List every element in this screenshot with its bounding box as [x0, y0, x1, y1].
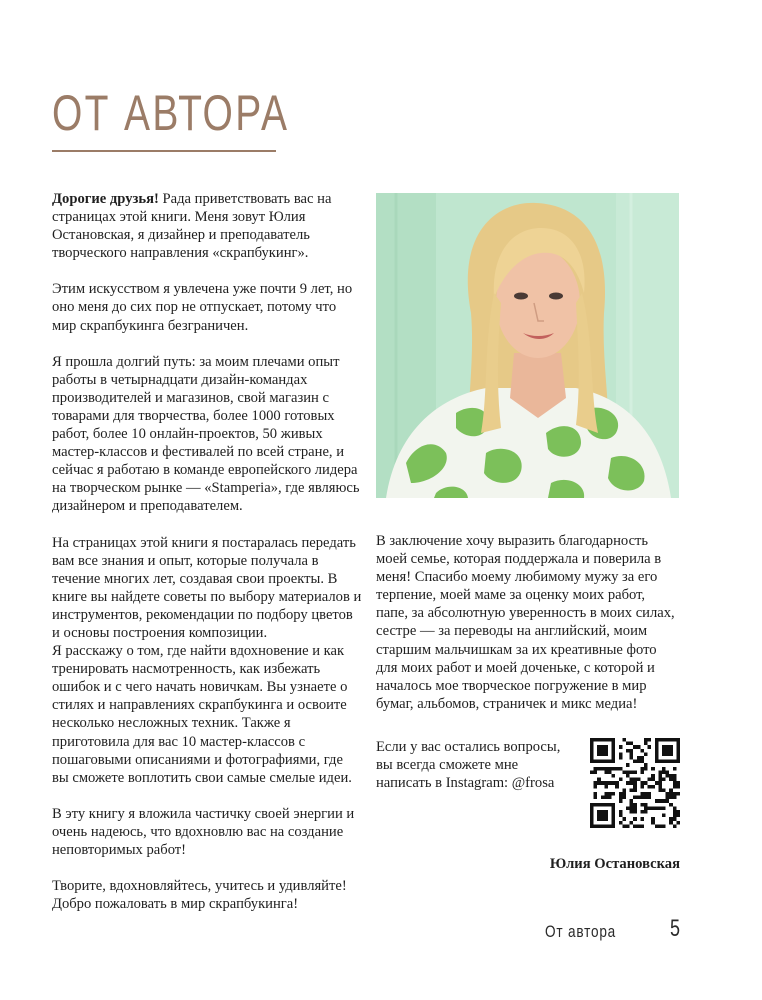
instagram-qr-code[interactable] — [590, 738, 680, 828]
greeting: Дорогие друзья! — [52, 191, 159, 207]
page-number: 5 — [670, 915, 681, 942]
intro-column — [52, 190, 362, 931]
intro-paragraph-4 — [52, 534, 362, 787]
intro-paragraph-2: Этим искусством я увлечена уже почти 9 лет, но оно меня до сих пор не отпускает, потому что мир скрапбукинга безграничен. — [52, 281, 353, 334]
author-photo — [376, 193, 679, 498]
intro-text-4a: На страницах этой книги я постаралась передать вам все знания и опыт, которые получала в течение многих лет, создавая свои проекты. В книге вы найдете советы по выбору материалов и инструментов, рекомендации по подбору цветов и основы построения композиции. — [52, 534, 362, 641]
running-footer-section: От автора — [545, 922, 617, 941]
closing-line-2: Добро пожаловать в мир скрапбукинга! — [52, 896, 299, 913]
title-underline — [52, 150, 276, 152]
closing-line-1: Творите, вдохновляйтесь, учитесь и удивляйте! — [52, 878, 347, 895]
intro-paragraph-3: Я прошла долгий путь: за моим плечами опыт работы в четырнадцати дизайн-командах производителей и магазинов, свой магазин с товарами для творчества, более 1000 готовых работ, более 10 онлайн-проектов, 50 живых мастер-классов и фестивалей по всей стране, и сейчас я работаю в команде европейского лидера на творческом рынке — «Stamperia», где являюсь дизайнером и преподавателем. — [52, 353, 360, 515]
intro-text-1: Рада приветствовать вас на страницах этой книги. Меня зовут Юлия Остановская, я дизайнер и преподаватель творческого направления «скрапбукинг». — [52, 191, 332, 262]
contact-text: Если у вас остались вопросы, вы всегда сможете мне написать в Instagram: @frosa — [376, 739, 561, 792]
author-signature: Юлия Остановская — [549, 856, 680, 872]
intro-paragraph-1 — [52, 190, 362, 262]
acknowledgements-paragraph: В заключение хочу выразить благодарность моей семье, которая поддержала и поверила в меня! Спасибо моему любимому мужу за его терпение, моей маме за оценку моих работ, папе, за абсолютную уверенность в моих силах, сестре — за переводы на английский, моим старшим мальчишкам за их креативные фото для моих работ и моей доченьке, с которой и началось мое творческое погружение в мир бумаг, альбомов, страничек и микс медиа! — [376, 533, 675, 712]
intro-paragraph-6 — [52, 877, 362, 913]
acknowledgements-column — [376, 532, 680, 731]
page-title: ОТ АВТОРА — [52, 85, 290, 141]
intro-paragraph-5: В эту книгу я вложила частичку своей энергии и очень надеюсь, что вдохновлю вас на создание неповторимых работ! — [52, 805, 355, 858]
intro-text-4b: Я расскажу о том, где найти вдохновение и как тренировать насмотренность, как избежать ошибок и с чего начать новичкам. Вы узнаете о стилях и направлениях скрапбукинга и освоите несколько несложных техник. Также я приготовила для вас 10 мастер-классов с пошаговыми описаниями и фотографиями, где вы сможете воплотить свои самые смелые идеи. — [52, 643, 352, 786]
